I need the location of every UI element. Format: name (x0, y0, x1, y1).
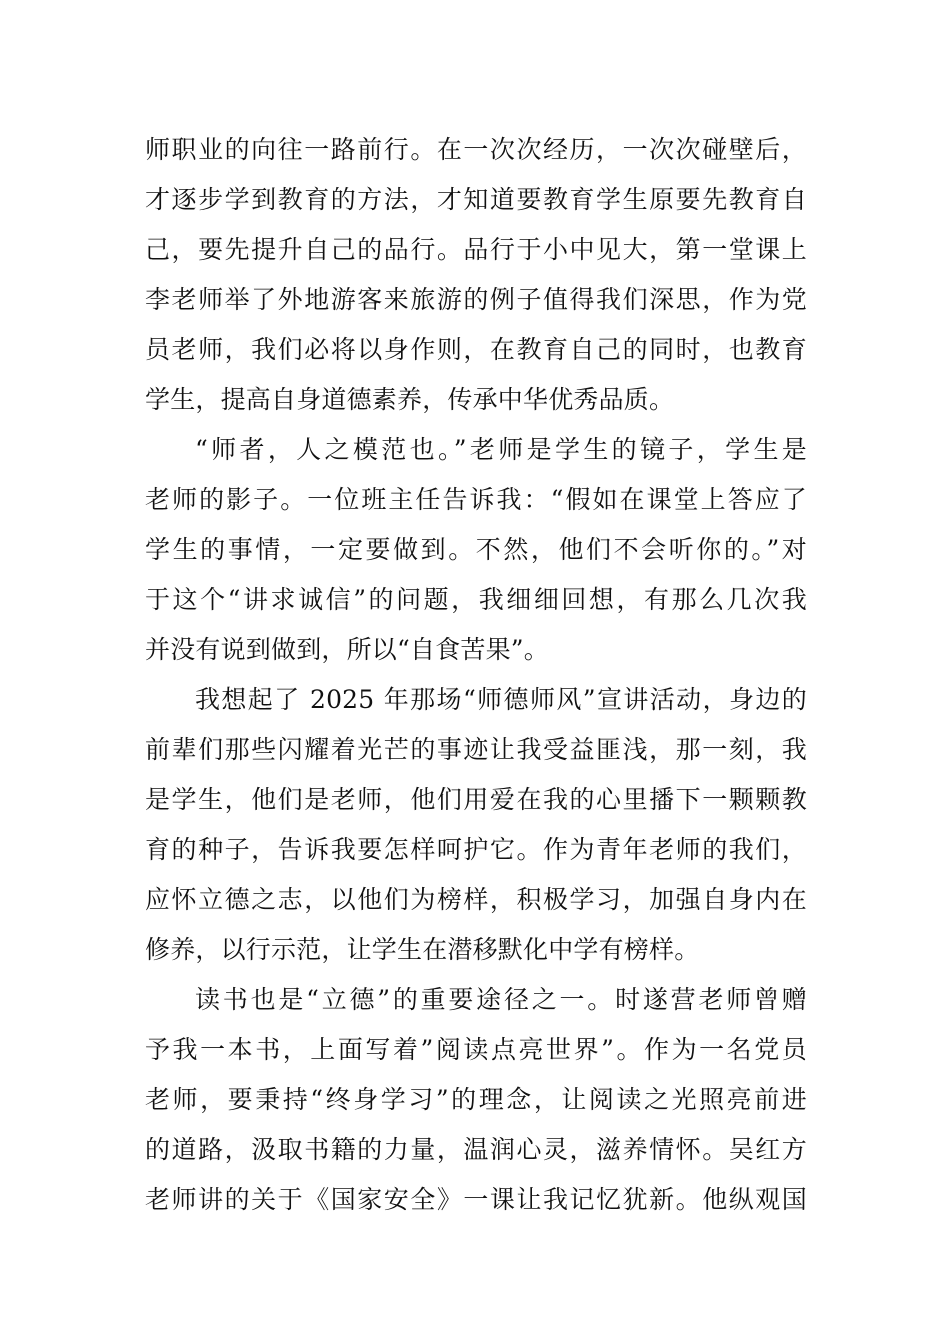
text-line: 学生的事情，一定要做到。不然，他们不会听你的。”对 (145, 535, 807, 564)
text-line: 老师讲的关于《国家安全》一课让我记忆犹新。他纵观国 (145, 1185, 807, 1214)
text-line: 并没有说到做到，所以“自食苦果”。 (145, 635, 549, 664)
text-line: 修养，以行示范，让学生在潜移默化中学有榜样。 (145, 935, 700, 964)
text-line: 育的种子，告诉我要怎样呵护它。作为青年老师的我们， (145, 835, 807, 864)
text-line: 李老师举了外地游客来旅游的例子值得我们深思，作为党 (145, 285, 807, 314)
text-line: 予我一本书，上面写着”阅读点亮世界”。作为一名党员 (145, 1035, 807, 1064)
paragraph-first-line: 我想起了 2025 年那场“师德师风”宣讲活动，身边的 (195, 685, 807, 714)
text-line: 是学生，他们是老师，他们用爱在我的心里播下一颗颗教 (145, 785, 807, 814)
text-line: 前辈们那些闪耀着光芒的事迹让我受益匪浅，那一刻，我 (145, 735, 807, 764)
text-line: 己，要先提升自己的品行。品行于小中见大，第一堂课上 (145, 235, 807, 264)
text-line: 老师，要秉持“终身学习”的理念，让阅读之光照亮前进 (145, 1085, 807, 1114)
text-line: 老师的影子。一位班主任告诉我：“假如在课堂上答应了 (145, 485, 807, 514)
text-line: 应怀立德之志，以他们为榜样，积极学习，加强自身内在 (145, 885, 807, 914)
text-line: 师职业的向往一路前行。在一次次经历，一次次碰壁后， (145, 135, 807, 164)
paragraph-first-line: “师者，人之模范也。”老师是学生的镜子，学生是 (195, 435, 807, 464)
text-line: 才逐步学到教育的方法，才知道要教育学生原要先教育自 (145, 185, 807, 214)
text-line: 员老师，我们必将以身作则，在教育自己的同时，也教育 (145, 335, 807, 364)
text-line: 学生，提高自身道德素养，传承中华优秀品质。 (145, 385, 675, 414)
paragraph-first-line: 读书也是“立德”的重要途径之一。时遂营老师曾赠 (195, 985, 807, 1014)
text-line: 于这个“讲求诚信”的问题，我细细回想，有那么几次我 (145, 585, 807, 614)
text-line: 的道路，汲取书籍的力量，温润心灵，滋养情怀。吴红方 (145, 1135, 807, 1164)
